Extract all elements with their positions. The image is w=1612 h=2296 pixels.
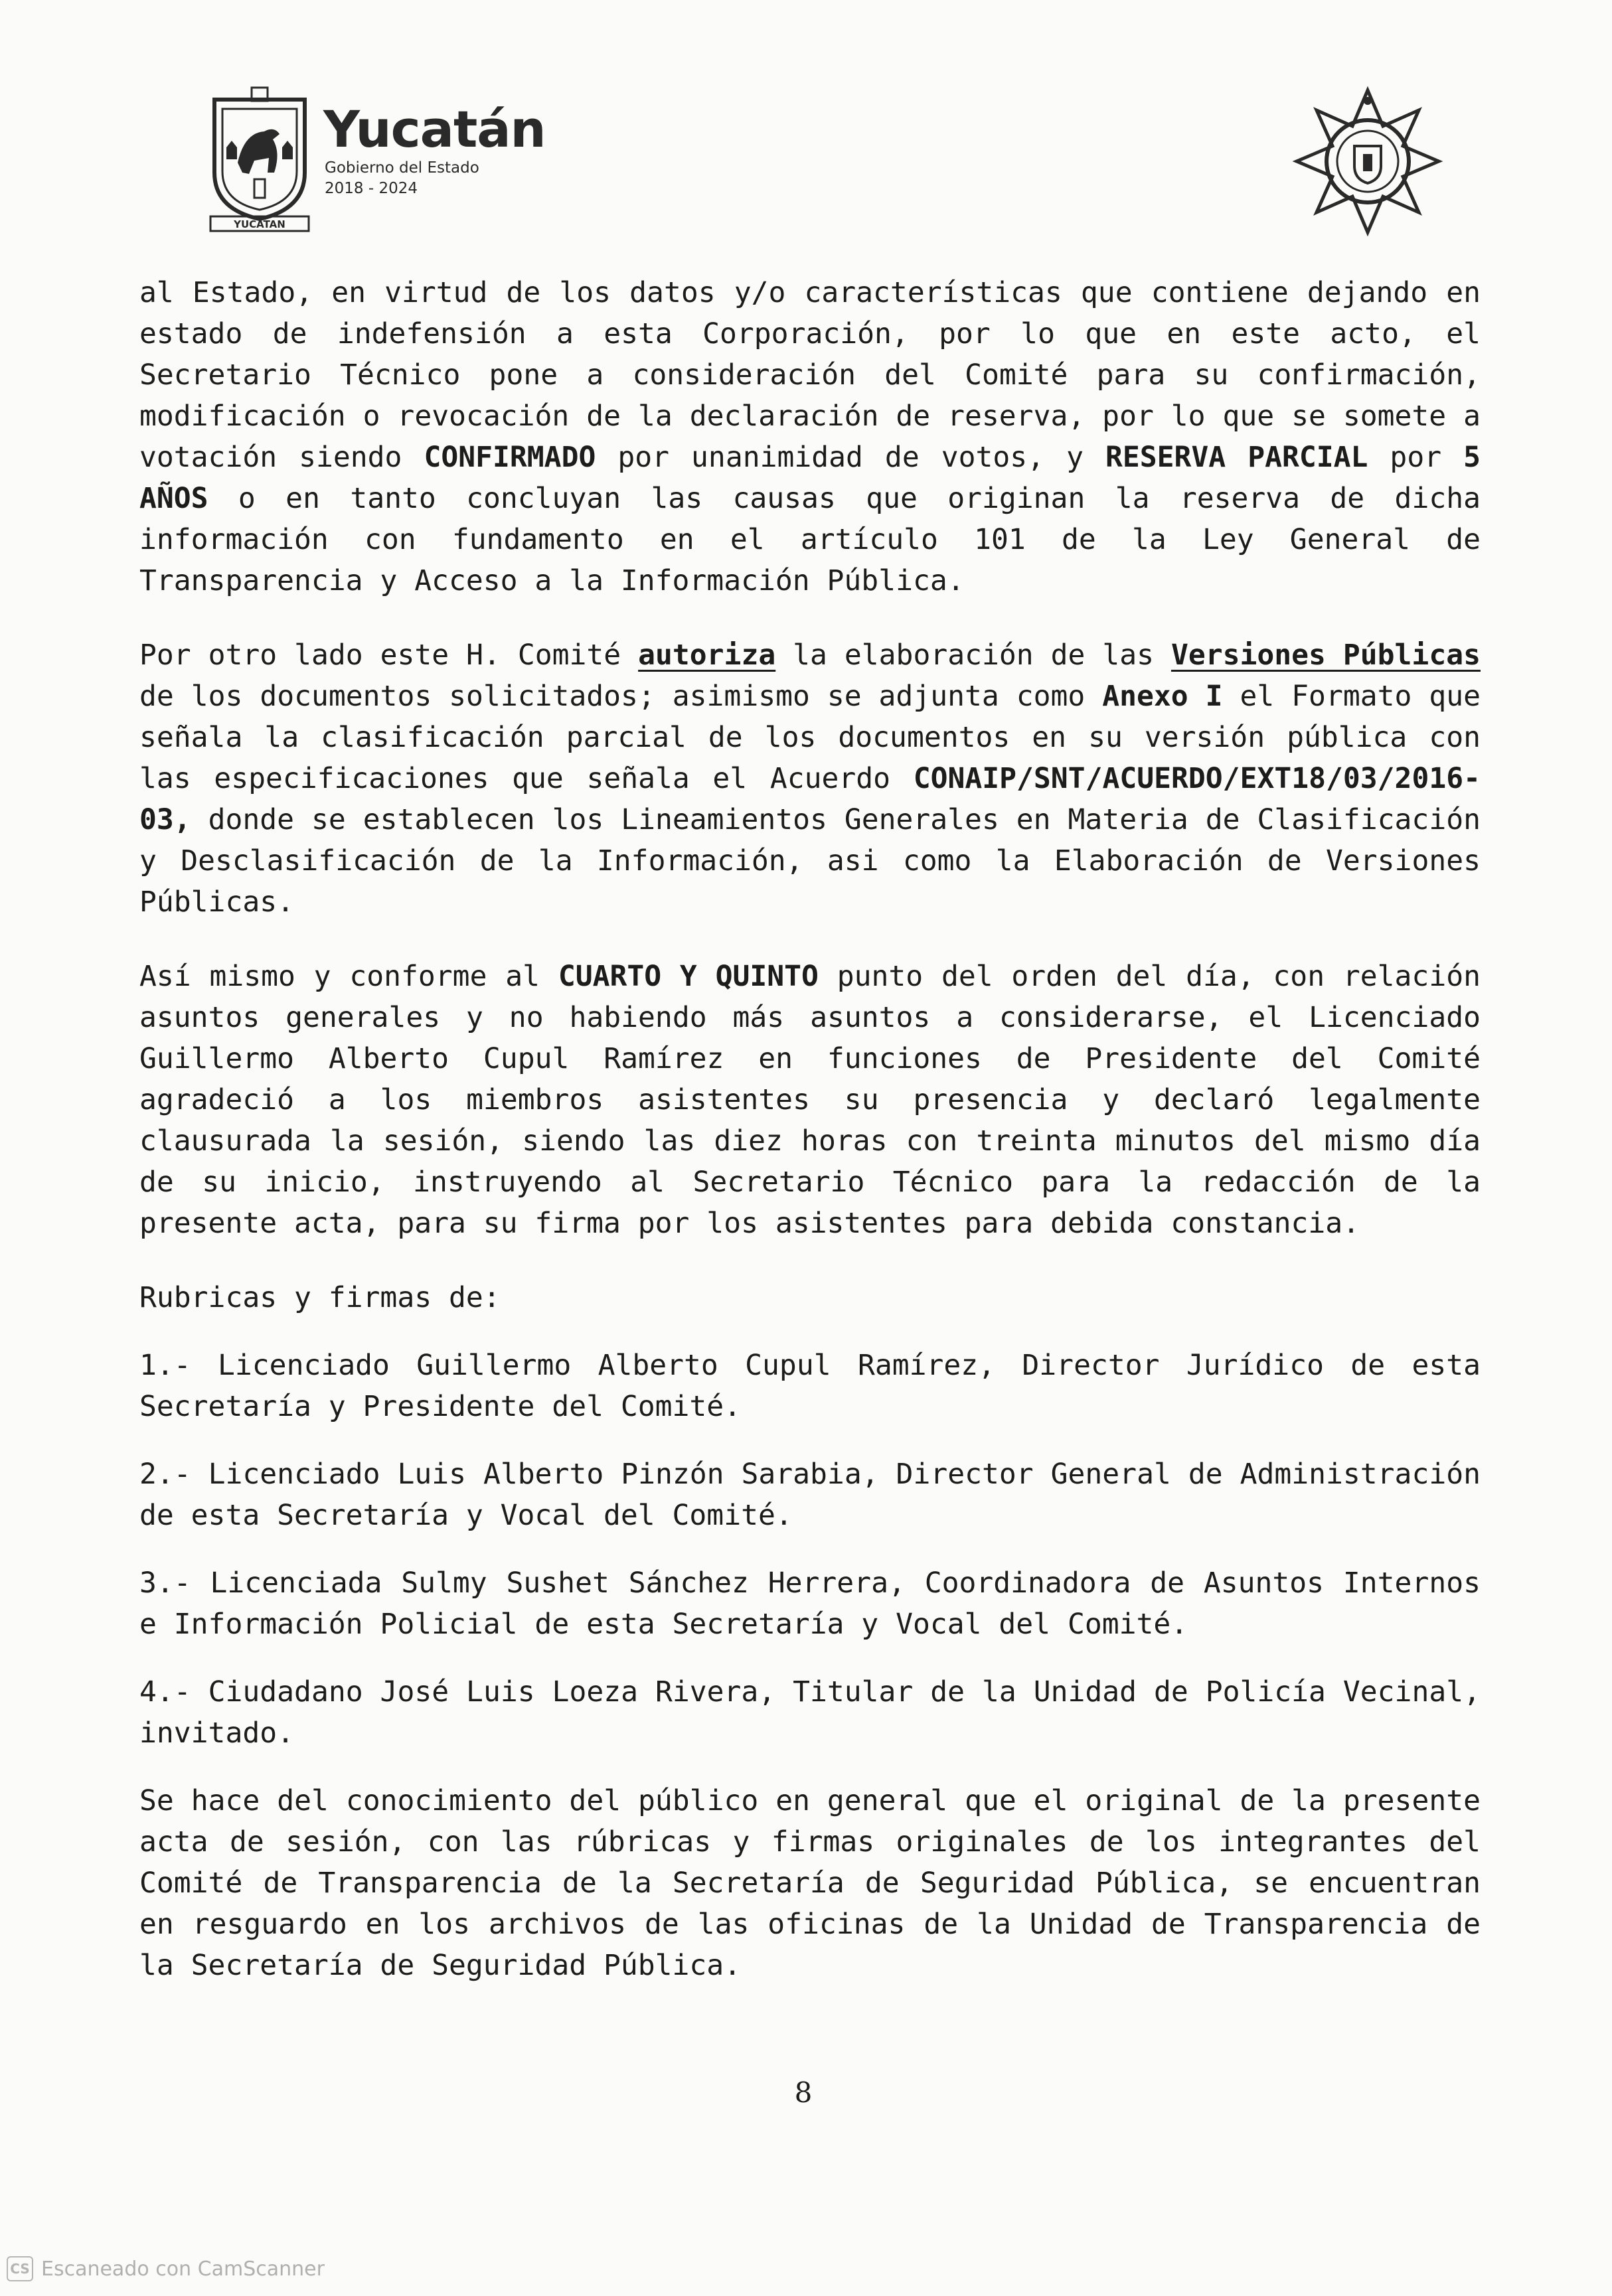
scanner-watermark (7, 2256, 325, 2282)
document-body (139, 272, 1481, 2019)
signatory-item: 2.- Licenciado Luis Alberto Pinzón Sarabia, Director General de Administración de esta Secretaría y Vocal del Comité. (139, 1458, 1481, 1532)
government-logo (202, 86, 546, 239)
anexo-text: Anexo I (1102, 680, 1223, 713)
reserva-period-text: 5 AÑOS (139, 441, 1481, 515)
cuarto-quinto-text: CUARTO Y QUINTO (558, 960, 819, 993)
signatory-item: 3.- Licenciada Sulmy Sushet Sánchez Herrera, Coordinadora de Asuntos Internos e Información Policial de esta Secretaría y Vocal del Comité. (139, 1567, 1481, 1641)
paragraph-versiones-publicas: Por otro lado este H. Comité autoriza la elaboración de las Versiones Públicas de los documentos solicitados; asimismo se adjunta como Anexo I el Formato que señala la clasificación parcial de los documentos en su versión pública con las especificaciones que señala el Acuerdo CONAIP/SNT/ACUERDO/EXT18/03/2016-03, donde se establecen los Lineamientos Generales en Materia de Clasificación y Desclasificación de la Información, asi como la Elaboración de Versiones Públicas. (139, 639, 1481, 919)
coat-banner-text: YUCATAN (234, 218, 285, 230)
scanner-text: Escaneado con CamScanner (41, 2257, 325, 2281)
signatures-heading: Rubricas y firmas de: (139, 1281, 501, 1314)
government-line: Gobierno del Estado (325, 159, 479, 177)
government-subtitle (325, 158, 479, 199)
autoriza-text: autoriza (638, 639, 776, 672)
police-badge-icon (1291, 85, 1444, 238)
closing-paragraph: Se hace del conocimiento del público en general que el original de la presente acta de sesión, con las rúbricas y firmas originales de los integrantes del Comité de Transparencia de la Secretaría de Seguridad Pública, se encuentran en resguardo en los archivos de las oficinas de la Unidad de Transparencia de la Secretaría de Seguridad Pública. (139, 1784, 1481, 1982)
acuerdo-code-text: CONAIP/SNT/ACUERDO/EXT18/03/2016-03, (139, 762, 1481, 836)
state-name: Yucatán (323, 100, 546, 159)
confirmado-text: CONFIRMADO (424, 441, 596, 474)
page-number: 8 (794, 2076, 813, 2109)
coat-of-arms-icon (208, 86, 311, 232)
paragraph-clausura: Así mismo y conforme al CUARTO Y QUINTO punto del orden del día, con relación asuntos generales y no habiendo más asuntos a considerarse, el Licenciado Guillermo Alberto Cupul Ramírez en funciones de Presidente del Comité agradeció a los miembros asistentes su presencia y declaró legalmente clausurada la sesión, siendo las diez horas con treinta minutos del mismo día de su inicio, instruyendo al Secretario Técnico para la redacción de la presente acta, para su firma por los asistentes para debida constancia. (139, 960, 1481, 1240)
camscanner-icon: CS (7, 2256, 33, 2281)
paragraph-reserva: al Estado, en virtud de los datos y/o características que contiene dejando en estado de indefensión a esta Corporación, por lo que en este acto, el Secretario Técnico pone a consideración del Comité para su confirmación, modificación o revocación de la declaración de reserva, por lo que se somete a votación siendo CONFIRMADO por unanimidad de votos, y RESERVA PARCIAL por 5 AÑOS o en tanto concluyan las causas que originan la reserva de dicha información con fundamento en el artículo 101 de la Ley General de Transparencia y Acceso a la Información Pública. (139, 276, 1481, 597)
signatory-item: 1.- Licenciado Guillermo Alberto Cupul Ramírez, Director Jurídico de esta Secretaría y Presidente del Comité. (139, 1349, 1481, 1423)
versiones-publicas-text: Versiones Públicas (1170, 639, 1481, 672)
government-period: 2018 - 2024 (325, 180, 418, 197)
signatory-item: 4.- Ciudadano José Luis Loeza Rivera, Titular de la Unidad de Policía Vecinal, invitado. (139, 1675, 1481, 1750)
reserva-parcial-text: RESERVA PARCIAL (1105, 441, 1368, 474)
